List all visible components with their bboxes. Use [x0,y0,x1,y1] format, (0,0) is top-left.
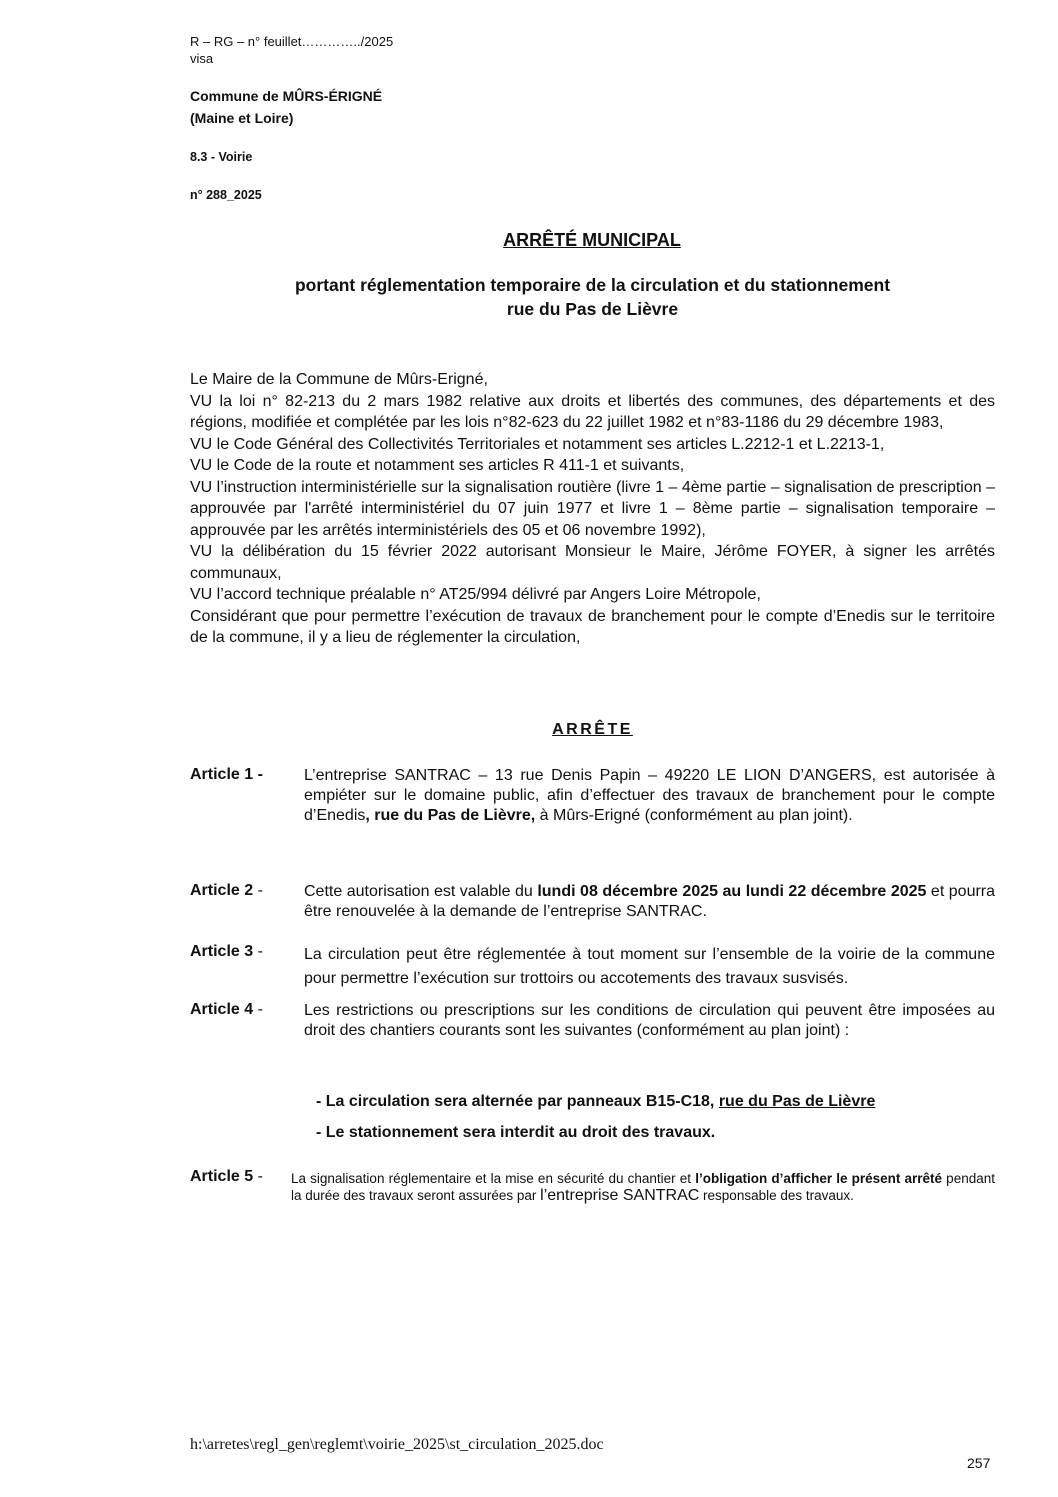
subtitle-line-1: portant réglementation temporaire de la circulation et du stationnement [294,275,891,295]
commune-name: Commune de MÛRS-ÉRIGNÉ [190,88,383,104]
page-number: 257 [967,1455,991,1471]
article-3-label: Article 3 - [190,943,263,960]
traffic-rule-1: - La circulation sera alternée par panneaux B15-C18, rue du Pas de Lièvre [316,1093,876,1110]
preamble-line: VU la loi n° 82-213 du 2 mars 1982 relative aux droits et libertés des communes, des départements et des régions, modifiée et complétée par les lois n°82-623 du 22 juillet 1982 et n°83-1186 du 29 décembre 1983, [190,392,995,431]
article-5-text: La signalisation réglementaire et la mise en sécurité du chantier et l’obligation d’afficher le présent arrêté pendant la durée des travaux seront assurées par l’entreprise SANTRAC responsable des travaux. [291,1171,995,1204]
header-reference: R – RG – n° feuillet…………../2025 [190,34,394,49]
traffic-rule-2: - Le stationnement sera interdit au droit des travaux. [316,1124,716,1141]
category-label: 8.3 - Voirie [190,150,253,164]
article-2-label: Article 2 - [190,882,263,899]
article-4-label: Article 4 - [190,1001,263,1018]
preamble-line: VU le Code de la route et notamment ses articles R 411-1 et suivants, [190,457,685,474]
subtitle-line-2: rue du Pas de Lièvre [506,299,679,319]
department-name: (Maine et Loire) [190,110,294,126]
article-2-text: Cette autorisation est valable du lundi 08 décembre 2025 au lundi 22 décembre 2025 et pourra être renouvelée à la demande de l’entreprise SANTRAC. [304,883,996,920]
article-1-label: Article 1 - [190,766,263,783]
preamble [190,369,995,649]
decree-number: n° 288_2025 [190,188,262,202]
article-4-text: Les restrictions ou prescriptions sur les conditions de circulation qui peuvent être imposées au droit des chantiers courants sont les suivantes (conformément au plan joint) : [304,1002,995,1039]
arrete-heading: ARRÊTE [552,721,633,738]
preamble-line: Considérant que pour permettre l’exécution de travaux de branchement pour le compte d’Enedis sur le territoire de la commune, il y a lieu de réglementer la circulation, [190,607,995,646]
preamble-line: Le Maire de la Commune de Mûrs-Erigné, [190,371,488,388]
preamble-line: VU la délibération du 15 février 2022 autorisant Monsieur le Maire, Jérôme FOYER, à signer les arrêtés communaux, [190,543,995,582]
document-title: ARRÊTÉ MUNICIPAL [503,230,681,250]
header-visa: visa [190,51,214,66]
preamble-line: VU l’instruction interministérielle sur la signalisation routière (livre 1 – 4ème partie – signalisation de prescription – approuvée par l'arrêté interministériel du 07 juin 1977 et livre 1 – 8ème partie – signalisation temporaire – approuvée par les arrêtés interministériels des 05 et 06 novembre 1992), [190,478,995,539]
article-3-text: La circulation peut être réglementée à tout moment sur l’ensemble de la voirie de la commune pour permettre l’exécution sur trottoirs ou accotements des travaux susvisés. [304,946,995,987]
preamble-line: VU l’accord technique préalable n° AT25/994 délivré par Angers Loire Métropole, [190,586,761,603]
footer-file-path: h:\arretes\regl_gen\reglemt\voirie_2025\st_circulation_2025.doc [190,1436,604,1453]
article-5-label: Article 5 - [190,1168,263,1185]
document-subtitle [190,273,995,321]
article-1-text: L’entreprise SANTRAC – 13 rue Denis Papin – 49220 LE LION D’ANGERS, est autorisée à empiéter sur le domaine public, afin d’effectuer des travaux de branchement pour le compte d’Enedis, rue du Pas de Lièvre, à Mûrs-Erigné (conformément au plan joint). [304,767,995,824]
preamble-line: VU le Code Général des Collectivités Territoriales et notamment ses articles L.2212-1 et L.2213-1, [190,435,885,453]
